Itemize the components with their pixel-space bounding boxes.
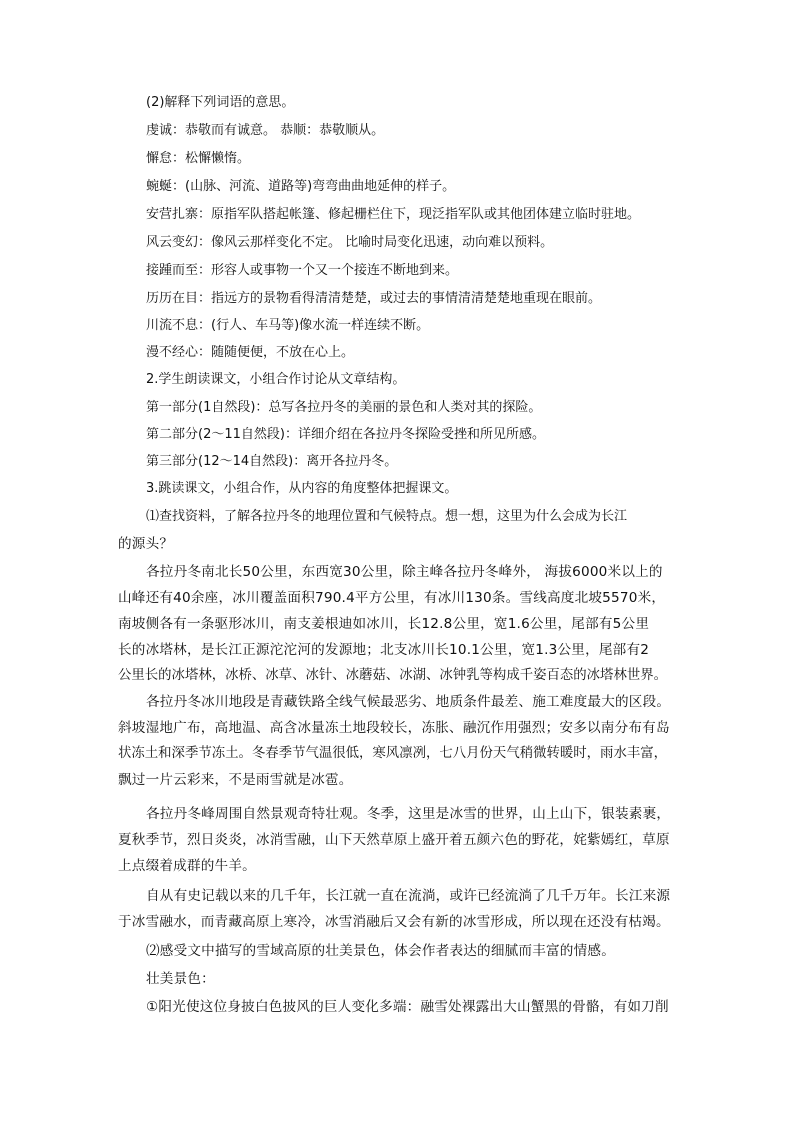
step-heading: 3.跳读课文，小组合作，从内容的角度整体把握课文。: [146, 481, 458, 496]
paragraph-line: 斜坡湿地广布，高地温、高含冰量冻土地段较长，冻胀、融沉作用强烈；安多以南分布有岛: [118, 720, 670, 736]
paragraph-line: 自从有史记载以来的几千年，长江就一直在流淌，或许已经流淌了几千万年。长江来源: [146, 888, 671, 904]
step-heading: 2.学生朗读课文，小组合作讨论从文章结构。: [146, 372, 406, 387]
paragraph-line: 于冰雪融水，而青藏高原上寒冷，冰雪消融后又会有新的冰雪形成，所以现在还没有枯竭。: [118, 914, 670, 930]
paragraph-line: 上点缀着成群的牛羊。: [118, 858, 256, 874]
paragraph-line: 各拉丹冬峰周围自然景观奇特壮观。冬季，这里是冰雪的世界，山上山下，银装素裹，: [146, 806, 671, 822]
paragraph-line: 长的冰塔林，是长江正源沱沱河的发源地；北支冰川长10.1公里，宽1.3公里，尾部有2: [118, 642, 650, 658]
definition-line: 漫不经心：随随便便，不放在心上。: [146, 345, 355, 360]
paragraph-line: 公里长的冰塔林，冰桥、冰草、冰针、冰蘑菇、冰湖、冰钟乳等构成千姿百态的冰塔林世界。: [118, 668, 668, 683]
definition-line: 懈怠：松懈懒惰。: [146, 151, 251, 166]
paragraph-line: 各拉丹冬冰川地段是青藏铁路全线气候最恶劣、地质条件最差、施工难度最大的区段。: [146, 694, 671, 710]
question-line: 的源头？: [118, 536, 174, 552]
definition-line: 川流不息：(行人、车马等)像水流一样连续不断。: [146, 318, 430, 333]
paragraph-line: 山峰还有40余座，冰川覆盖面积790.4平方公里，有冰川130条。雪线高度北坡5570米，: [118, 590, 666, 606]
definition-line: 接踵而至：形容人或事物一个又一个接连不断地到来。: [146, 263, 459, 278]
question-line: ⑴查找资料，了解各拉丹冬的地理位置和气候特点。想一想，这里为什么会成为长江: [146, 509, 628, 524]
paragraph-line: 各拉丹冬南北长50公里，东西宽30公里，除主峰各拉丹冬峰外， 海拔6000米以上的: [146, 564, 663, 580]
paragraph-line: 夏秋季节，烈日炎炎，冰消雪融，山下天然草原上盛开着五颜六色的野花，姹紫嫣红，草原: [118, 832, 670, 848]
paragraph-line: 南坡侧各有一条驱形冰川，南支姜根迪如冰川，长12.8公里，宽1.6公里，尾部有5公里: [118, 616, 650, 632]
definition-line: 风云变幻：像风云那样变化不定。 比喻时局变化迅速，动向难以预料。: [146, 235, 554, 250]
question-line: ⑵感受文中描写的雪域高原的壮美景色，体会作者表达的细腻而丰富的情感。: [146, 943, 615, 959]
structure-line: 第三部分(12～14自然段)：离开各拉丹冬。: [146, 454, 398, 469]
structure-line: 第一部分(1自然段)：总写各拉丹冬的美丽的景色和人类对其的探险。: [146, 400, 542, 415]
definition-line: 虔诚：恭敬而有诚意。 恭顺：恭敬顺从。: [146, 123, 385, 138]
definition-line: 安营扎寨：原指军队搭起帐篷、修起栅栏住下，现泛指军队或其他团体建立临时驻地。: [146, 207, 641, 222]
subheading-word-meanings: (2)解释下列词语的意思。: [146, 95, 295, 110]
definition-line: 蜿蜒：(山脉、河流、道路等)弯弯曲曲地延伸的样子。: [146, 179, 456, 194]
paragraph-line: 飘过一片云彩来，不是雨雪就是冰雹。: [118, 772, 353, 788]
structure-line: 第二部分(2～11自然段)：详细介绍在各拉丹冬探险受挫和所见所感。: [146, 427, 545, 442]
paragraph-line: ①阳光使这位身披白色披风的巨人变化多端：融雪处裸露出大山蟹黑的骨骼，有如刀削: [146, 999, 669, 1015]
section-label: 壮美景色：: [146, 971, 215, 987]
paragraph-line: 状冻土和深季节冻土。冬春季节气温很低，寒风凛冽，七八月份天气稍微转暖时，雨水丰富，: [118, 746, 668, 761]
definition-line: 历历在目：指远方的景物看得清清楚楚，或过去的事情清清楚楚地重现在眼前。: [146, 291, 602, 306]
